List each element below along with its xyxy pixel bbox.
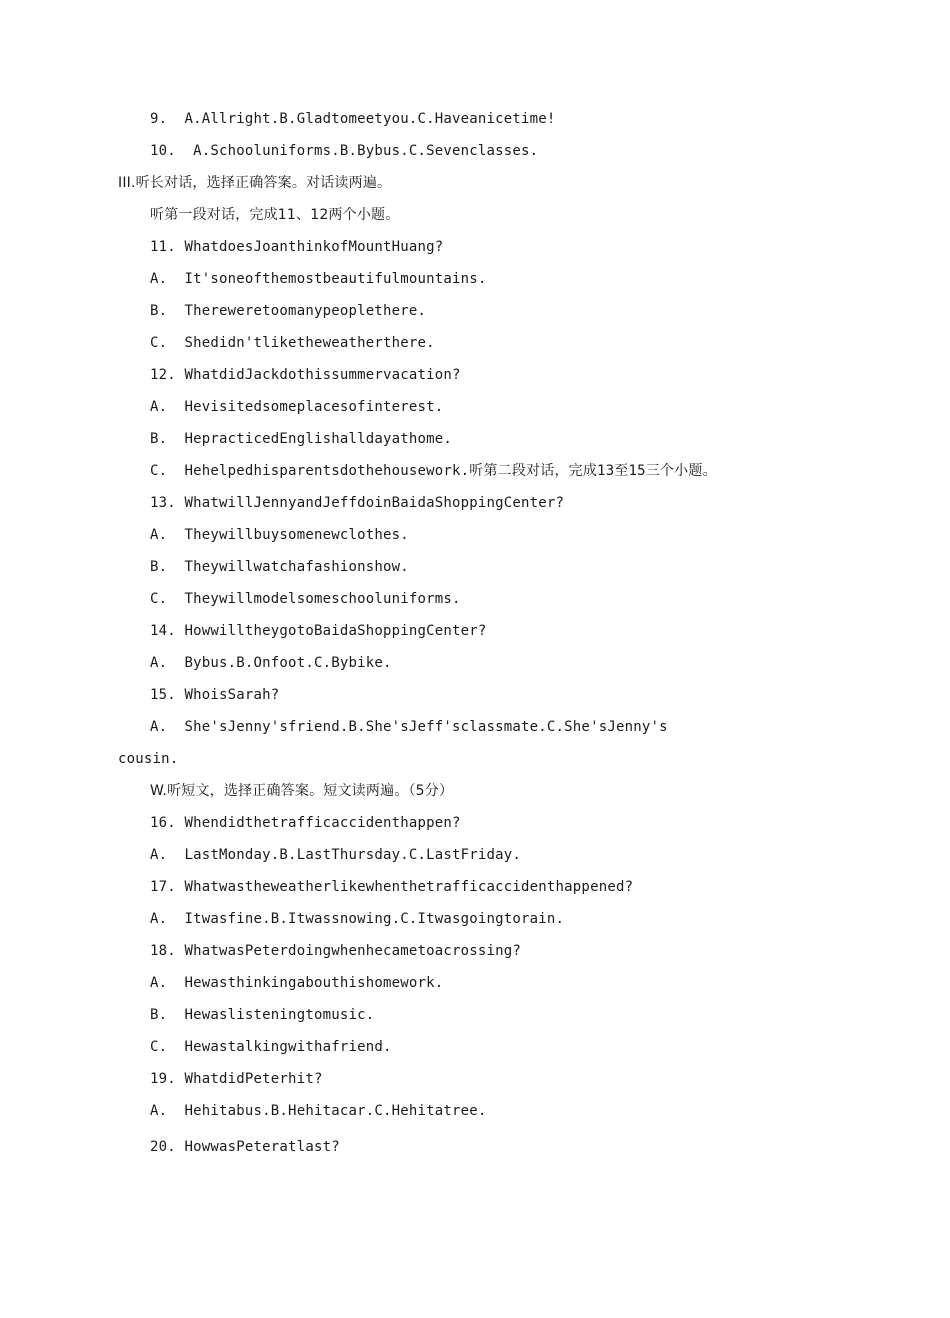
q18-question: 18. WhatwasPeterdoingwhenhecametoacrossing? bbox=[150, 943, 522, 959]
q13-option-c: C. Theywillmodelsomeschooluniforms. bbox=[150, 591, 461, 607]
q13-option-a: A. Theywillbuysomenewclothes. bbox=[150, 527, 409, 543]
q12-option-b: B. HepracticedEnglishalldayathome. bbox=[150, 431, 453, 447]
q16-options: A. LastMonday.B.LastThursday.C.LastFriday. bbox=[150, 847, 522, 863]
q15-question: 15. WhoisSarah? bbox=[150, 687, 280, 703]
q20-question: 20. HowwasPeteratlast? bbox=[150, 1139, 340, 1155]
q12-option-c: C. Hehelpedhisparentsdothehousework.听第二段对话，完成13至15三个小题。 bbox=[150, 463, 717, 479]
q15-options: A. She'sJenny'sfriend.B.She'sJeff'sclassmate.C.She'sJenny's bbox=[150, 719, 668, 735]
q18-option-b: B. Hewaslisteningtomusic. bbox=[150, 1007, 375, 1023]
q10-options: 10. A.Schooluniforms.B.Bybus.C.Sevenclasses. bbox=[150, 143, 539, 159]
q12-option-a: A. Hevisitedsomeplacesofinterest. bbox=[150, 399, 444, 415]
q13-option-b: B. Theywillwatchafashionshow. bbox=[150, 559, 409, 575]
q9-options: 9. A.Allright.B.Gladtomeetyou.C.Haveanicetime! bbox=[150, 111, 556, 127]
q14-options: A. Bybus.B.Onfoot.C.Bybike. bbox=[150, 655, 392, 671]
q13-question: 13. WhatwillJennyandJeffdoinBaidaShoppingCenter? bbox=[150, 495, 565, 511]
q17-options: A. Itwasfine.B.Itwassnowing.C.Itwasgoingtorain. bbox=[150, 911, 565, 927]
q17-question: 17. Whatwastheweatherlikewhenthetrafficaccidenthappened? bbox=[150, 879, 634, 895]
q18-option-c: C. Hewastalkingwithafriend. bbox=[150, 1039, 392, 1055]
q11-option-c: C. Shedidn'tliketheweatherthere. bbox=[150, 335, 435, 351]
q15-options-continued: cousin. bbox=[118, 751, 179, 767]
q11-option-b: B. Thereweretoomanypeoplethere. bbox=[150, 303, 427, 319]
q11-option-a: A. It'soneofthemostbeautifulmountains. bbox=[150, 271, 487, 287]
q14-question: 14. HowwilltheygotoBaidaShoppingCenter? bbox=[150, 623, 487, 639]
q11-question: 11. WhatdoesJoanthinkofMountHuang? bbox=[150, 239, 444, 255]
q12-question: 12. WhatdidJackdothissummervacation? bbox=[150, 367, 461, 383]
section-iii-heading: III.听长对话，选择正确答案。对话读两遍。 bbox=[118, 175, 392, 191]
section-iv-heading: W.听短文，选择正确答案。短文读两遍。（5分） bbox=[150, 783, 454, 799]
q18-option-a: A. Hewasthinkingabouthishomework. bbox=[150, 975, 444, 991]
q19-options: A. Hehitabus.B.Hehitacar.C.Hehitatree. bbox=[150, 1103, 487, 1119]
q19-question: 19. WhatdidPeterhit? bbox=[150, 1071, 323, 1087]
dialogue-one-instruction: 听第一段对话，完成11、12两个小题。 bbox=[150, 207, 400, 223]
q16-question: 16. Whendidthetrafficaccidenthappen? bbox=[150, 815, 461, 831]
